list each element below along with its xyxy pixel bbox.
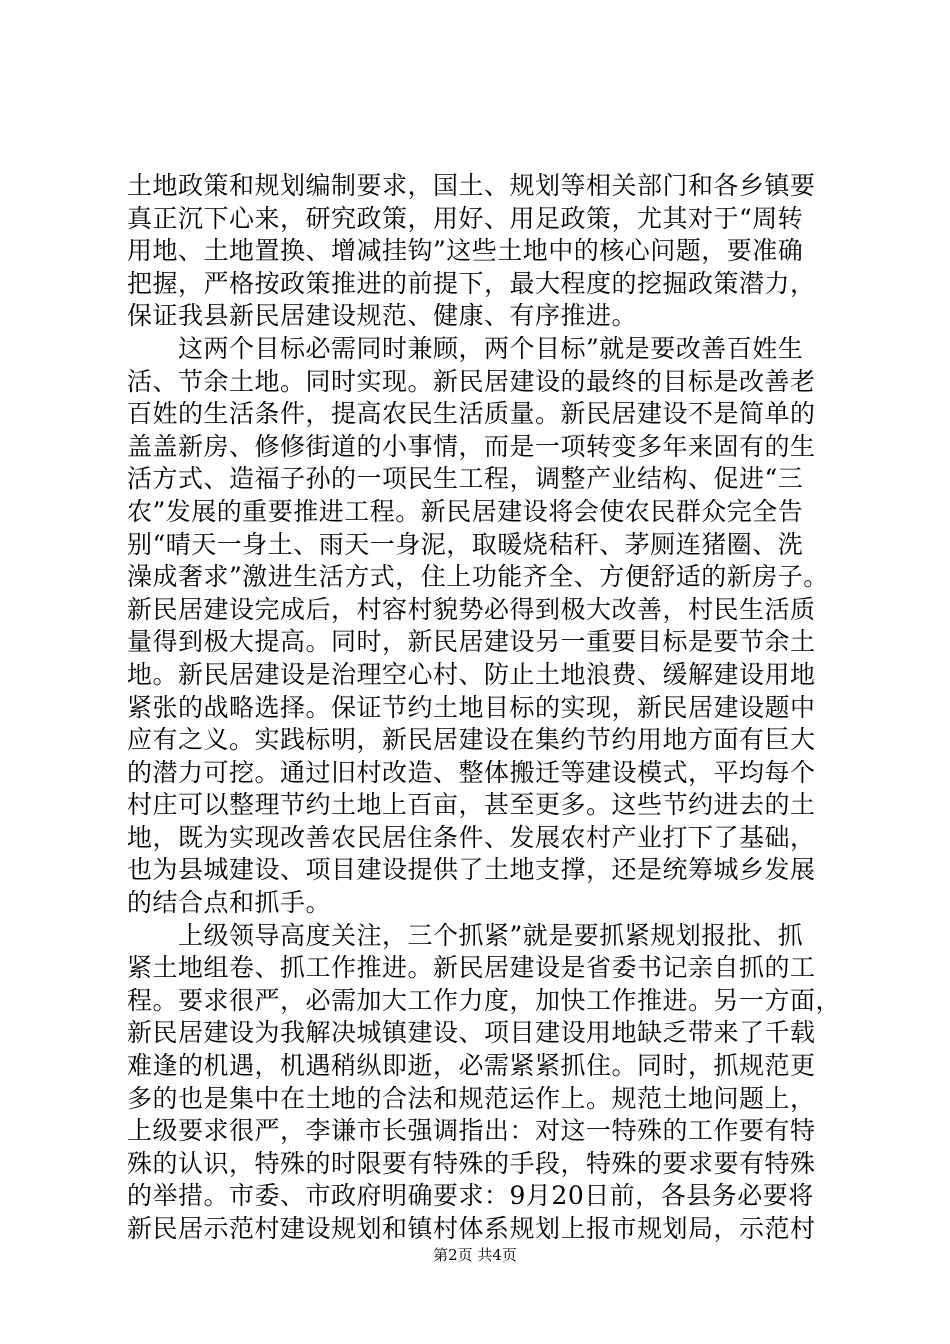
- text-line: 活方式、造福子孙的一项民生工程，调整产业结构、促进“三: [127, 464, 804, 494]
- text-line: 新民居示范村建设规划和镇村体系规划上报市规划局，示范村: [127, 1214, 816, 1243]
- text-line: 百姓的生活条件，提高农民生活质量。新民居建设不是简单的: [127, 399, 816, 429]
- text-line: 程。要求很严，必需加大工作力度，加快工作推进。另一方面，: [127, 985, 842, 1015]
- text-line: 新民居建设为我解决城镇建设、项目建设用地缺乏带来了千载: [127, 1018, 816, 1048]
- text-line: 用地、土地置换、增减挂钩”这些土地中的核心问题，要准确: [127, 236, 804, 266]
- text-line: 地，既为实现改善农民居住条件、发展农村产业打下了基础，: [127, 822, 816, 852]
- text-line: 的结合点和抓手。: [127, 888, 332, 918]
- text-line: 澡成奢求”激进生活方式，住上功能齐全、方便舒适的新房子。: [127, 562, 829, 592]
- text-line: 量得到极大提高。同时，新民居建设另一重要目标是要节余土: [127, 627, 816, 657]
- text-line: 殊的认识，特殊的时限要有特殊的手段，特殊的要求要有特殊: [127, 1148, 816, 1178]
- text-line: 新民居建设完成后，村容村貌势必得到极大改善，村民生活质: [127, 594, 816, 624]
- text-line: 紧土地组卷、抓工作推进。新民居建设是省委书记亲自抓的工: [127, 953, 816, 983]
- text-line: 多的也是集中在土地的合法和规范运作上。规范土地问题上，: [127, 1083, 816, 1113]
- body-text: [127, 170, 847, 1246]
- text-line: 紧张的战略选择。保证节约土地目标的实现，新民居建设题中: [127, 692, 816, 722]
- text-line: 这两个目标必需同时兼顾，两个目标”就是要改善百姓生: [127, 333, 804, 363]
- text-line: 的潜力可挖。通过旧村改造、整体搬迁等建设模式，平均每个: [127, 757, 816, 787]
- text-line: 真正沉下心来，研究政策，用好、用足政策，尤其对于“周转: [127, 203, 804, 233]
- text-line: 上级要求很严，李谦市长强调指出：对这一特殊的工作要有特: [127, 1116, 816, 1146]
- text-line: 土地政策和规划编制要求，国土、规划等相关部门和各乡镇要: [127, 171, 816, 200]
- text-line: 农”发展的重要推进工程。新民居建设将会使农民群众完全告: [127, 496, 804, 526]
- text-line: 村庄可以整理节约土地上百亩，甚至更多。这些节约进去的土: [127, 790, 816, 820]
- text-line: 别“晴天一身土、雨天一身泥，取暖烧秸秆、茅厕连猪圈、洗: [127, 529, 804, 559]
- text-line: 应有之义。实践标明，新民居建设在集约节约用地方面有巨大: [127, 725, 816, 755]
- text-line: 地。新民居建设是治理空心村、防止土地浪费、缓解建设用地: [127, 659, 816, 689]
- page-footer: 第2页 共4页: [433, 1246, 517, 1264]
- text-line: 盖盖新房、修修街道的小事情，而是一项转变多年来固有的生: [127, 431, 816, 461]
- text-line: 活、节余土地。同时实现。新民居建设的最终的目标是改善老: [127, 366, 816, 396]
- text-line: 上级领导高度关注，三个抓紧”就是要抓紧规划报批、抓: [127, 920, 804, 950]
- text-line: 也为县城建设、项目建设提供了土地支撑，还是统筹城乡发展: [127, 855, 816, 885]
- text-line: 把握，严格按政策推进的前提下，最大程度的挖掘政策潜力，: [127, 268, 816, 298]
- text-line: 保证我县新民居建设规范、健康、有序推进。: [127, 301, 638, 331]
- text-line: 的举措。市委、市政府明确要求：9月20日前，各县务必要将: [127, 1181, 814, 1211]
- text-line: 难逢的机遇，机遇稍纵即逝，必需紧紧抓住。同时，抓规范更: [127, 1051, 816, 1081]
